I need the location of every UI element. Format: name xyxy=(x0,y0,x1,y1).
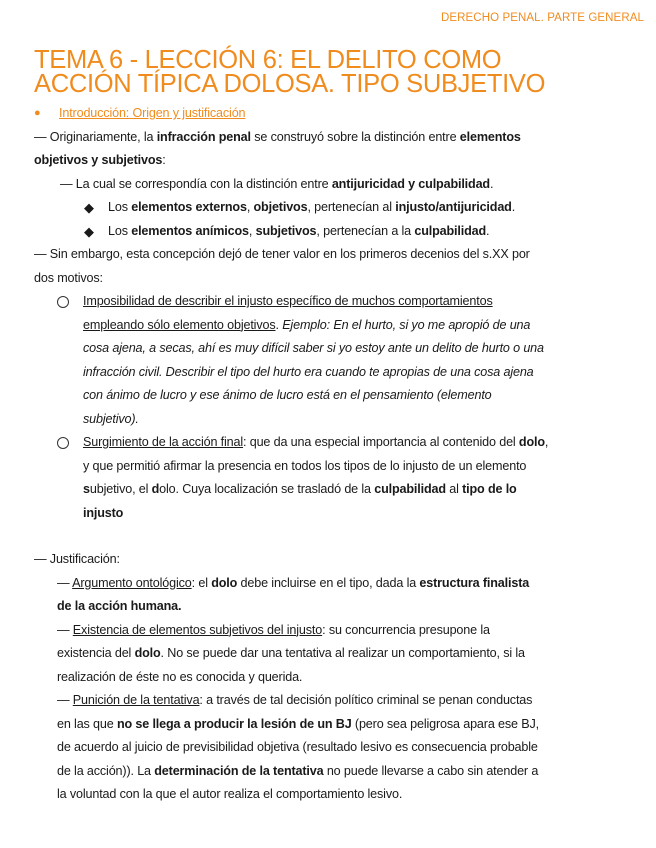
circle-bullet-icon xyxy=(57,296,69,308)
justification-intro: — Justificación: xyxy=(34,552,120,566)
diamond-bullet-icon: ◆ xyxy=(84,223,94,239)
list-item: ◆ Los elementos externos, objetivos, pertenecían al injusto/antijuricidad. xyxy=(34,196,632,220)
title-line-2: ACCIÓN TÍPICA DOLOSA. TIPO SUBJETIVO xyxy=(34,70,546,98)
list-item: ◆ Los elementos anímicos, subjetivos, pertenecían a la culpabilidad. xyxy=(34,220,632,244)
paragraph-however: — Sin embargo, esta concepción dejó de tener valor en los primeros decenios del s.XX por dos motivos: xyxy=(34,247,530,285)
paragraph-origin: — Originariamente, la infracción penal se construyó sobre la distinción entre elementos objetivos y subjetivos: xyxy=(34,129,521,167)
argument-subjective-elements: — Existencia de elementos subjetivos del injusto: su concurrencia presupone la existencia del dolo. No se puede dar una tentativa al realizar un comportamiento, si la realización de éste no es conocida y querida. xyxy=(57,622,525,684)
circle-bullet-icon xyxy=(57,437,69,449)
list-item: Imposibilidad de describir el injusto específico de muchos comportamientos empleando sólo elemento objetivos. Ejemplo: En el hurto, si yo me apropió de una cosa ajena, a secas, ahí es muy difícil saber si yo estoy ante un delito de hurto o una infracción civil. Describir el tipo del hurto era cuando te apropias de una cosa ajena con ánimo de lucro y ese ánimo de lucro está en el pensamiento (elemento subjetivo). xyxy=(34,290,632,431)
page-title xyxy=(34,48,634,96)
section-heading-text: Introducción: Origen y justificación xyxy=(59,106,246,120)
list-item: Surgimiento de la acción final: que da una especial importancia al contenido del dolo, y que permitió afirmar la presencia en todos los tipos de lo injusto de un elemento subjetivo, el dolo. Cuya localización se trasladó de la culpabilidad al tipo de lo injusto xyxy=(34,431,632,525)
bullet-icon: ● xyxy=(34,107,41,119)
title-line-1: TEMA 6 - LECCIÓN 6: EL DELITO COMO xyxy=(34,46,502,74)
document-body xyxy=(34,102,632,807)
argument-attempt-punishment: — Punición de la tentativa: a través de tal decisión político criminal se penan conductas en las que no se llega a producir la lesión de un BJ (pero sea peligrosa apara ese BJ, de acuerdo al juicio de previsibilidad objetiva (resultado lesivo es consecuencia probable de la acción)). La determinación de la tentativa no puede llevarse a cabo sin atender a la voluntad con la que el autor realiza el comportamiento lesivo. xyxy=(57,693,539,801)
section-heading xyxy=(34,102,632,126)
paragraph-correspondence: — La cual se correspondía con la distinción entre antijuricidad y culpabilidad. xyxy=(60,176,494,191)
diamond-bullet-icon: ◆ xyxy=(84,200,94,215)
course-header: DERECHO PENAL. PARTE GENERAL xyxy=(440,12,644,24)
argument-ontological: — Argumento ontológico: el dolo debe incluirse en el tipo, dada la estructura finalista de la acción humana. xyxy=(57,575,530,613)
